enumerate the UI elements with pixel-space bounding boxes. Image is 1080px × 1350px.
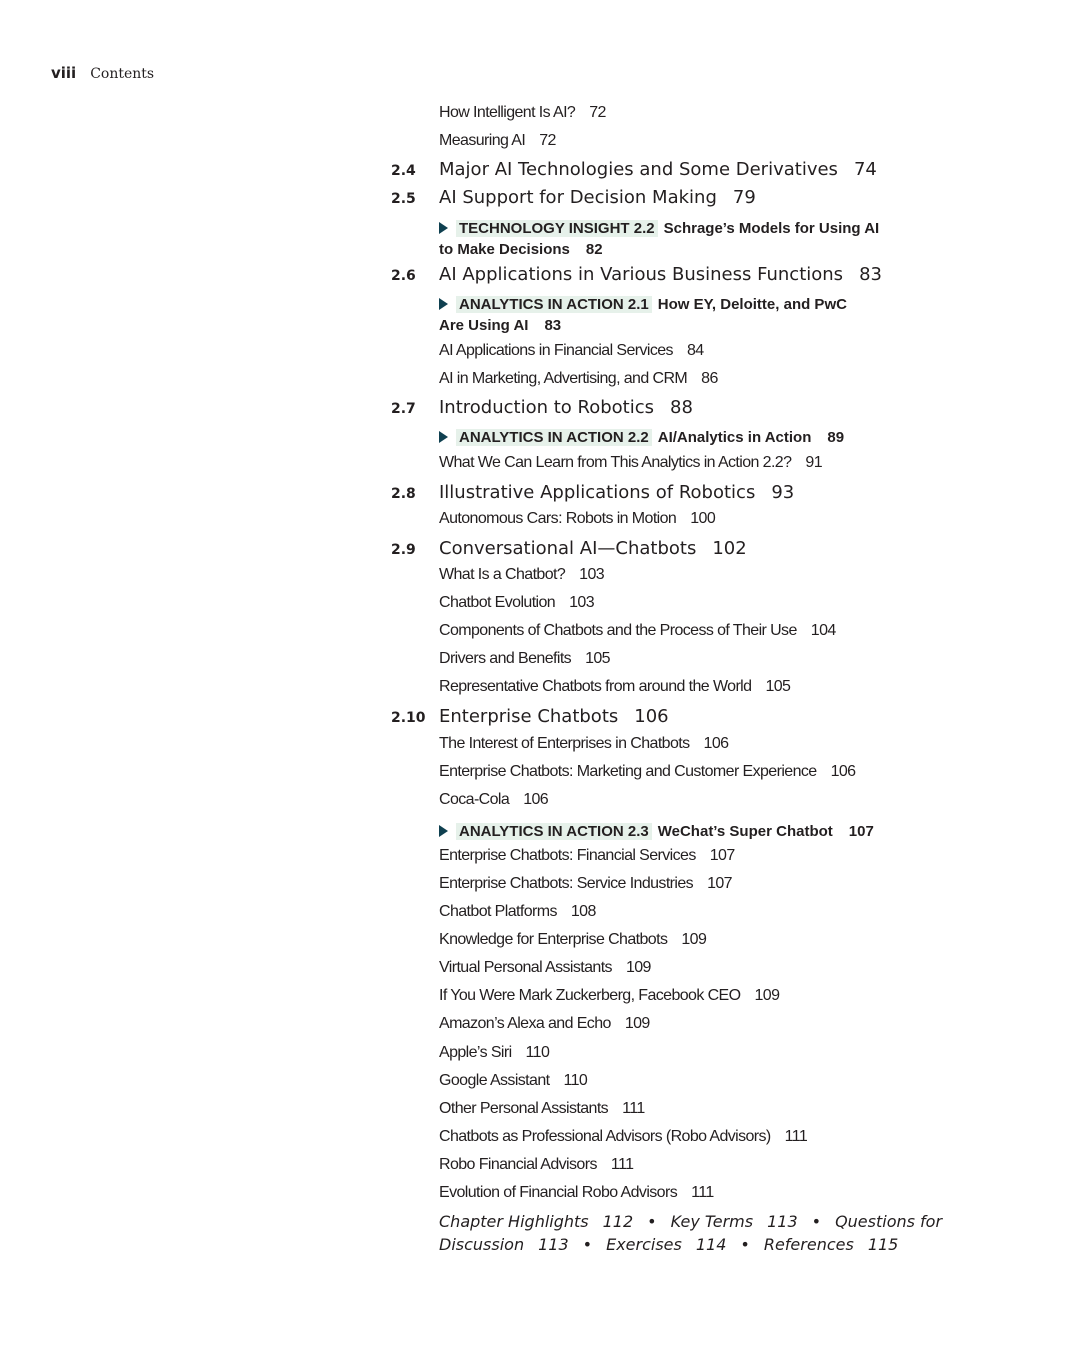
entry-title: Chatbots as Professional Advisors (Robo Advisors) (439, 1128, 771, 1145)
entry-page: 106 (523, 791, 549, 808)
entry-title: How Intelligent Is AI? (439, 104, 576, 121)
entry-title: Google Assistant (439, 1072, 550, 1089)
entry-page: 84 (686, 342, 704, 359)
toc-entry[interactable] (439, 370, 718, 388)
section-title: Major AI Technologies and Some Derivatives (439, 159, 838, 180)
chapter-highlights-link[interactable]: Chapter Highlights (439, 1212, 589, 1231)
section-number: 2.5 (391, 191, 416, 207)
entry-page: 105 (765, 678, 791, 695)
section-page: 88 (670, 397, 693, 418)
entry-page: 110 (525, 1044, 550, 1061)
section-heading[interactable] (439, 538, 747, 559)
analytics-in-action-box[interactable] (439, 821, 889, 842)
exercises-link[interactable]: Exercises (606, 1235, 682, 1254)
entry-title: Knowledge for Enterprise Chatbots (439, 931, 668, 948)
box-title: Schrage’s Models for Using AI (663, 220, 880, 237)
triangle-bullet-icon (439, 431, 448, 443)
entry-page: 109 (624, 1015, 650, 1032)
entry-title: Chatbot Platforms (439, 903, 557, 920)
toc-entry[interactable] (439, 650, 610, 668)
toc-entry[interactable] (439, 1184, 714, 1202)
entry-page: 114 (695, 1235, 727, 1254)
entry-title: What We Can Learn from This Analytics in Action 2.2? (439, 454, 792, 471)
entry-title: Enterprise Chatbots: Service Industries (439, 875, 694, 892)
section-heading[interactable] (439, 159, 877, 180)
section-number: 2.7 (391, 401, 416, 417)
entry-page: 113 (767, 1212, 798, 1231)
toc-entry[interactable] (439, 735, 728, 753)
section-heading[interactable] (439, 482, 794, 503)
toc-entry[interactable] (439, 622, 836, 640)
box-title: WeChat’s Super Chatbot (657, 823, 833, 840)
entry-title: AI Applications in Financial Services (439, 342, 673, 359)
toc-entry[interactable] (439, 875, 732, 893)
box-page: 89 (827, 429, 845, 446)
toc-entry[interactable] (439, 510, 715, 528)
toc-entry[interactable] (439, 903, 596, 921)
entry-page: 107 (709, 847, 735, 864)
toc-entry[interactable] (439, 678, 790, 696)
section-heading[interactable] (439, 264, 882, 285)
chapter-end-matter (439, 1210, 959, 1256)
section-number: 2.8 (391, 486, 416, 502)
triangle-bullet-icon (439, 222, 448, 234)
box-title-continued: Are Using AI (439, 317, 529, 334)
section-title: Introduction to Robotics (439, 397, 654, 418)
box-label: ANALYTICS IN ACTION 2.2 (456, 429, 652, 446)
section-number: 2.4 (391, 163, 416, 179)
entry-title: Virtual Personal Assistants (439, 959, 612, 976)
section-title: Conversational AI—Chatbots (439, 538, 697, 559)
entry-page: 103 (569, 594, 595, 611)
section-title: AI Applications in Various Business Functions (439, 264, 844, 285)
running-head-title: Contents (90, 66, 155, 82)
analytics-in-action-box[interactable] (439, 427, 889, 448)
entry-title: Other Personal Assistants (439, 1100, 609, 1117)
entry-page: 111 (784, 1128, 808, 1145)
toc-entry[interactable] (439, 454, 822, 472)
bullet-separator: • (740, 1235, 750, 1254)
entry-page: 113 (538, 1235, 569, 1254)
section-page: 102 (712, 538, 747, 559)
entry-title: Drivers and Benefits (439, 650, 572, 667)
section-title: Illustrative Applications of Robotics (439, 482, 756, 503)
section-number: 2.9 (391, 542, 416, 558)
section-title: Enterprise Chatbots (439, 706, 619, 727)
entry-title: Apple’s Siri (439, 1044, 512, 1061)
toc-entry[interactable] (439, 987, 779, 1005)
toc-entry[interactable] (439, 594, 594, 612)
triangle-bullet-icon (439, 825, 448, 837)
entry-title: If You Were Mark Zuckerberg, Facebook CEO (439, 987, 741, 1004)
entry-page: 103 (579, 566, 605, 583)
toc-entry[interactable] (439, 1015, 650, 1033)
box-title-continued: to Make Decisions (439, 241, 570, 258)
entry-page: 111 (622, 1100, 645, 1117)
box-page: 82 (585, 241, 603, 258)
entry-page: 105 (585, 650, 610, 667)
entry-page: 86 (701, 370, 718, 387)
running-head (51, 64, 154, 88)
toc-entry[interactable] (439, 847, 735, 865)
entry-page: 106 (703, 735, 729, 752)
entry-title: Amazon’s Alexa and Echo (439, 1015, 611, 1032)
entry-page: 106 (830, 763, 856, 780)
box-page: 83 (544, 317, 562, 334)
toc-entry[interactable] (439, 1072, 587, 1090)
entry-title: Coca-Cola (439, 791, 510, 808)
entry-page: 72 (589, 104, 606, 121)
box-title: AI/Analytics in Action (657, 429, 812, 446)
entry-page: 100 (690, 510, 716, 527)
section-page: 83 (859, 264, 882, 285)
toc-entry[interactable] (439, 931, 706, 949)
toc-entry[interactable] (439, 791, 548, 809)
toc-entry[interactable] (439, 763, 855, 781)
toc-entry[interactable] (439, 1100, 645, 1118)
entry-title: Components of Chatbots and the Process of Their Use (439, 622, 797, 639)
questions-link[interactable]: Questions for (835, 1212, 943, 1231)
entry-title: Measuring AI (439, 132, 526, 149)
entry-page: 91 (805, 454, 823, 471)
entry-page: 108 (570, 903, 596, 920)
section-heading[interactable] (439, 187, 756, 208)
entry-page: 111 (610, 1156, 634, 1173)
toc-entry[interactable] (439, 132, 556, 150)
section-heading[interactable] (439, 706, 669, 727)
section-heading[interactable] (439, 397, 693, 418)
box-label: ANALYTICS IN ACTION 2.3 (456, 823, 652, 840)
entry-page: 111 (691, 1184, 714, 1201)
entry-page: 72 (539, 132, 556, 149)
entry-page: 109 (625, 959, 651, 976)
entry-title: AI in Marketing, Advertising, and CRM (439, 370, 688, 387)
entry-title: Chatbot Evolution (439, 594, 556, 611)
bullet-separator: • (811, 1212, 822, 1231)
toc-entry[interactable] (439, 959, 651, 977)
entry-page: 104 (810, 622, 836, 639)
entry-title: The Interest of Enterprises in Chatbots (439, 735, 690, 752)
section-page: 106 (634, 706, 669, 727)
entry-title: Enterprise Chatbots: Marketing and Customer Experience (439, 763, 817, 780)
toc-entry[interactable] (439, 1128, 807, 1146)
toc-entry[interactable] (439, 104, 606, 122)
triangle-bullet-icon (439, 298, 448, 310)
section-title: AI Support for Decision Making (439, 187, 717, 208)
entry-page: 107 (707, 875, 732, 892)
toc-entry[interactable] (439, 1044, 549, 1062)
toc-entry[interactable] (439, 566, 604, 584)
bullet-separator: • (582, 1235, 593, 1254)
technology-insight-box[interactable] (439, 218, 889, 260)
toc-entry[interactable] (439, 342, 704, 360)
section-number: 2.6 (391, 268, 416, 284)
entry-page: 112 (602, 1212, 634, 1231)
section-page: 93 (771, 482, 795, 503)
entry-title: Representative Chatbots from around the World (439, 678, 752, 695)
entry-title: What Is a Chatbot? (439, 566, 566, 583)
bullet-separator: • (647, 1212, 657, 1231)
section-page: 79 (732, 187, 756, 208)
discussion-link[interactable]: Discussion (439, 1235, 525, 1254)
box-page: 107 (848, 823, 874, 840)
box-label: TECHNOLOGY INSIGHT 2.2 (456, 220, 658, 237)
entry-page: 109 (754, 987, 780, 1004)
section-page: 74 (853, 159, 877, 180)
entry-title: Enterprise Chatbots: Financial Services (439, 847, 696, 864)
key-terms-link[interactable]: Key Terms (670, 1212, 754, 1231)
box-title: How EY, Deloitte, and PwC (657, 296, 847, 313)
page-folio: viii (51, 64, 77, 82)
entry-page: 110 (563, 1072, 588, 1089)
analytics-in-action-box[interactable] (439, 294, 889, 336)
toc-entry[interactable] (439, 1156, 633, 1174)
entry-title: Autonomous Cars: Robots in Motion (439, 510, 677, 527)
box-label: ANALYTICS IN ACTION 2.1 (456, 296, 652, 313)
entry-page: 115 (867, 1235, 899, 1254)
entry-title: Evolution of Financial Robo Advisors (439, 1184, 678, 1201)
references-link[interactable]: References (763, 1235, 854, 1254)
entry-title: Robo Financial Advisors (439, 1156, 597, 1173)
entry-page: 109 (681, 931, 707, 948)
section-number: 2.10 (391, 710, 426, 726)
